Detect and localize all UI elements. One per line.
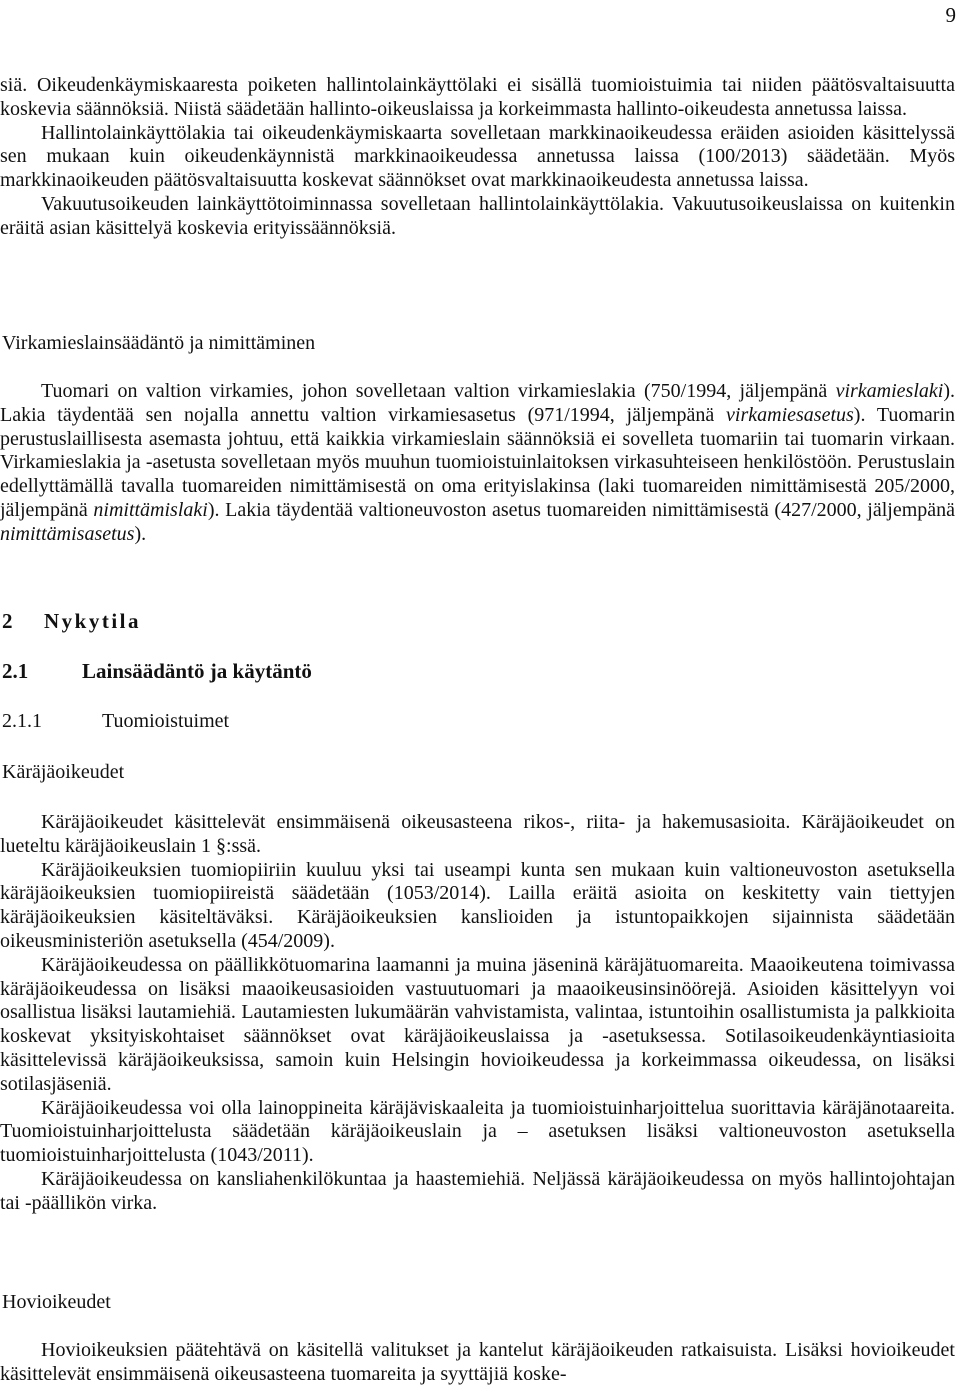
text-run: ). Lakia täydentää sen nojalla annettu valtion virkamiesasetus (971/1994, jäljempänä <box>0 380 955 426</box>
paragraph: Käräjäoikeudessa on päällikkötuomarina laamanni ja muina jäseninä käräjätuomareita. Maaoikeutena toimivassa käräjäoikeudessa on lisäksi maaoikeusasioiden vastuutuomari ja maaoikeusinsinöörejä. Asioiden käsittelyyn voi osallistua lisäksi lautamiehiä. Lautamiesten lukumäärän vahvistamista, valintaa, istuntoihin osallistumista ja palkkioita koskevat yksityiskohtaiset säännökset ovat käräjäoikeuslaissa ja -asetuksessa. Sotilasoikeudenkäyntiasioita käsittelevissä käräjäoikeuksissa, samoin kuin Helsingin hovioikeudessa ja korkeimmassa oikeudessa, on lisäksi sotilasjäseniä. <box>0 953 955 1095</box>
paragraph: Käräjäoikeudet käsittelevät ensimmäisenä oikeusasteena rikos-, riita- ja hakemusasioita. Käräjäoikeudet on lueteltu käräjäoikeuslain 1 §:ssä. <box>0 811 955 857</box>
section-number: 2 <box>2 609 13 633</box>
karajaoikeudet-section <box>0 811 955 1216</box>
section-title: Tuomioistuimet <box>102 710 230 732</box>
paragraph <box>0 380 955 547</box>
text-run: ). Lakia täydentää valtioneuvoston asetus tuomareiden nimittämisestä (427/2000, jäljempänä <box>207 498 956 521</box>
text-run: ). <box>134 522 147 545</box>
paragraph: Hovioikeuksien päätehtävä on käsitellä valitukset ja kantelut käräjäoikeuden ratkaisuista. Lisäksi hovioikeudet käsittelevät ensimmäisenä oikeusasteena tuomareita ja syyttäjiä koske- <box>0 1339 955 1385</box>
paragraph: Käräjäoikeuksien tuomiopiiriin kuuluu yksi tai useampi kunta sen mukaan kuin valtioneuvoston asetuksella käräjäoikeuksien tuomiopiireistä säädetään (1053/2014). Lailla eräitä asioita on keskitetty vain tiettyjen käräjäoikeuksien käsiteltäväksi. Käräjäoikeuksien kanslioiden ja istuntopaikkojen sijainnista säädetään oikeusministeriön asetuksella (454/2009). <box>0 858 955 952</box>
intro-section <box>0 74 955 241</box>
section-number: 2.1.1 <box>2 710 42 732</box>
paragraph: Hallintolainkäyttölakia tai oikeudenkäymiskaarta sovelletaan markkinaoikeudessa eräiden asioiden käsittelyssä sen mukaan kuin oikeudenkäynnistä markkinaoikeudessa annetussa laissa (100/2013) säädetään. Myös markkinaoikeuden päätösvaltaisuutta koskevat säännökset ovat markkinaoikeudesta annetussa laissa. <box>0 121 955 192</box>
hovioikeudet-section <box>0 1339 955 1387</box>
italic-term: virkamieslaki <box>835 380 944 402</box>
paragraph: Käräjäoikeudessa on kansliahenkilökuntaa ja haastemiehiä. Neljässä käräjäoikeudessa on myös hallintojohtajan tai -päällikön virka. <box>0 1167 955 1214</box>
subheading-virkamieslainsaadanto: Virkamieslainsäädäntö ja nimittäminen <box>2 332 316 354</box>
paragraph: Vakuutusoikeuden lainkäyttötoiminnassa sovelletaan hallintolainkäyttölakia. Vakuutusoikeuslaissa on kuitenkin eräitä asian käsittelyä koskevia erityissäännöksiä. <box>0 192 955 239</box>
virkamies-section <box>0 380 955 547</box>
subheading-karajaoikeudet: Käräjäoikeudet <box>2 761 125 783</box>
text-run: ). Tuomarin perustuslaillisesta asemasta johtuu, että kaikkia virkamieslain säännöksiä ei sovelleta tuomariin tai tuomarin virkaan. Virkamieslakia ja -asetusta sovelletaan myös muuhun tuomioistuinlaitoksen virkasuhteiseen henkilöstöön. Perustuslain edellyttämällä tavalla tuomareiden nimittämisestä on oma erityislakinsa (laki tuomareiden nimittämisestä 205/2000, jäljempänä <box>0 403 956 521</box>
italic-term: nimittämisasetus <box>0 522 135 545</box>
page-number: 9 <box>945 3 956 27</box>
paragraph: siä. Oikeudenkäymiskaaresta poiketen hallintolainkäyttölaki ei sisällä tuomioistuimia tai niiden päätösvaltaisuutta koskevia säännöksiä. Niistä säädetään hallinto-oikeuslaissa ja korkeimmasta hallinto-oikeudesta annetussa laissa. <box>0 74 955 120</box>
section-title: Lainsäädäntö ja käytäntö <box>82 659 312 683</box>
section-title: Nykytila <box>44 609 142 633</box>
text-run: Tuomari on valtion virkamies, johon sovelletaan valtion virkamieslakia (750/1994, jäljempänä <box>41 380 836 402</box>
italic-term: nimittämislaki <box>93 498 208 521</box>
section-heading-2-1-1 <box>2 708 229 734</box>
paragraph: Käräjäoikeudessa voi olla lainoppineita käräjäviskaaleita ja tuomioistuinharjoittelua suorittavia käräjänotaareita. Tuomioistuinharjoittelusta säädetään käräjäoikeuslain ja – asetuksen lisäksi valtioneuvoston asetuksella tuomioistuinharjoittelusta (1043/2011). <box>0 1096 955 1167</box>
italic-term: virkamiesasetus <box>726 403 854 426</box>
section-number: 2.1 <box>2 659 29 683</box>
section-heading-2-1 <box>2 658 312 684</box>
subheading-hovioikeudet: Hovioikeudet <box>2 1291 111 1313</box>
section-heading-2 <box>2 608 141 634</box>
